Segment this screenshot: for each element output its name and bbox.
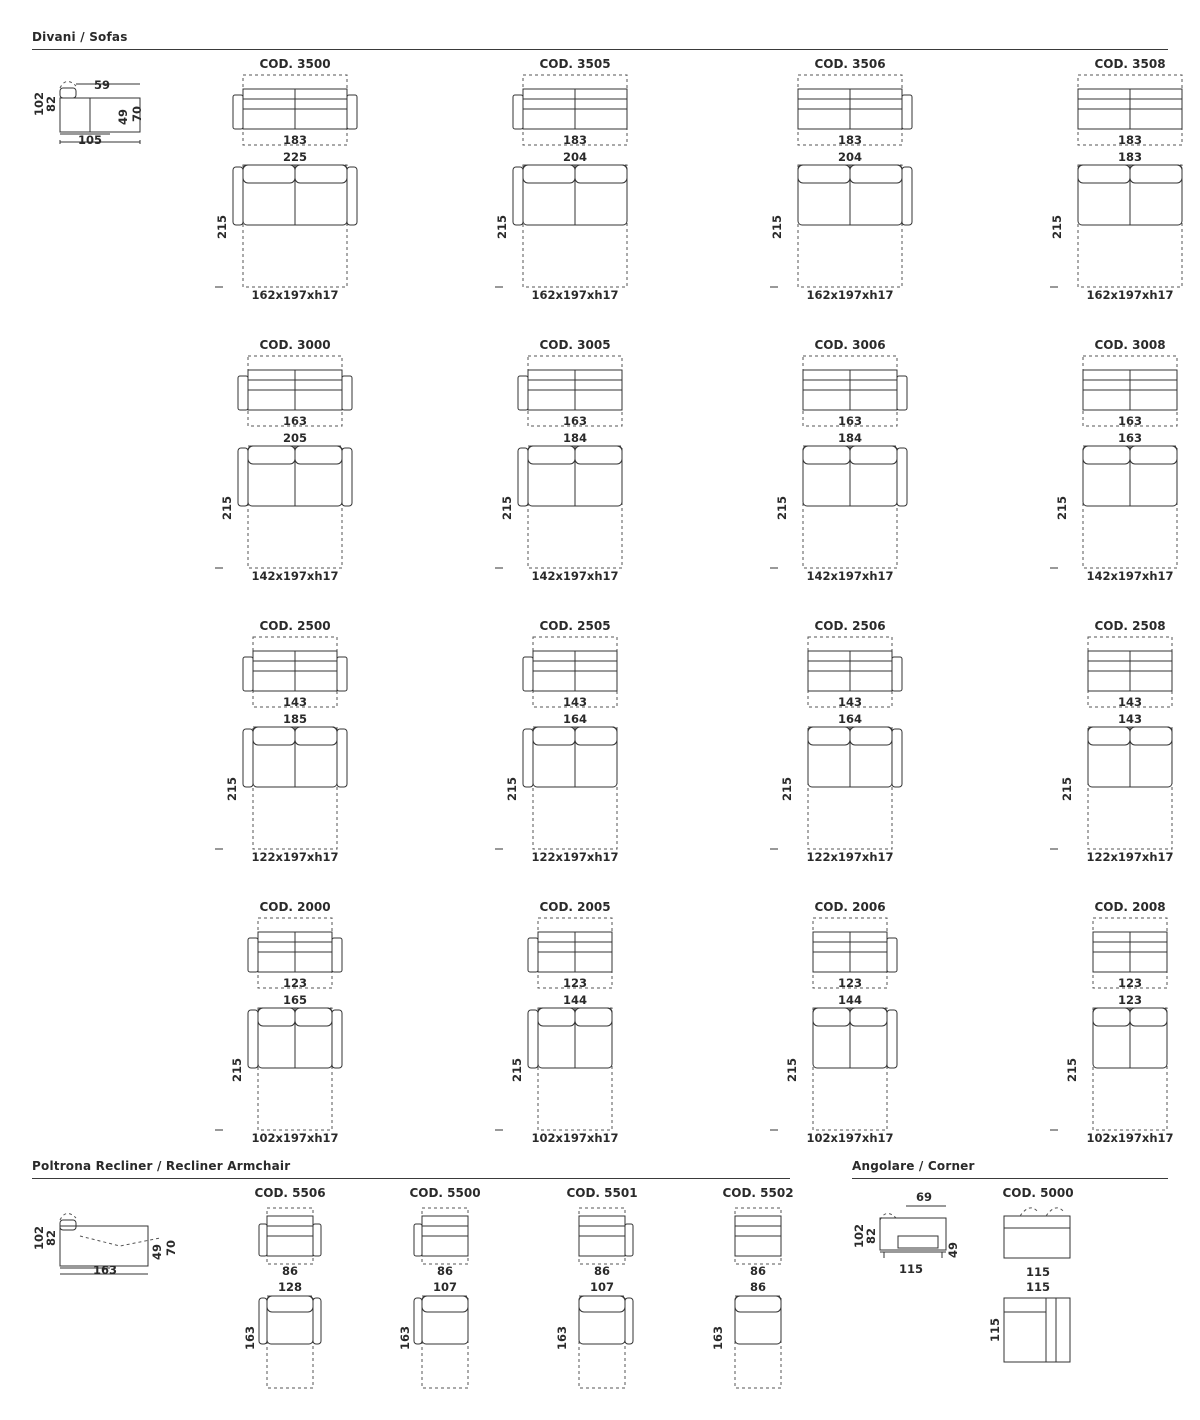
sofa-width: 184 [562,431,587,445]
recliner-item [240,1186,326,1391]
sofa-item [1050,619,1200,864]
sofa-side-depth: 105 [77,133,102,147]
section-rule-recliner [32,1178,790,1179]
section-rule-sofas [32,49,1168,50]
sofa-item [1050,338,1200,583]
sofa-depth: 215 [220,495,234,520]
sofa-plan-drawing [215,900,375,1145]
section-title-sofas: Divani / Sofas [32,30,128,44]
sofa-depth: 215 [1050,214,1064,239]
sofa-code: COD. 3005 [539,338,611,352]
sofa-code: COD. 2008 [1094,900,1166,914]
sofa-depth: 215 [785,1057,799,1082]
sofa-width-top: 143 [562,695,587,709]
sofa-plan-drawing [1050,619,1200,864]
sofa-depth: 215 [510,1057,524,1082]
sofa-width-top: 123 [282,976,307,990]
sofa-item [495,619,655,864]
sofa-bed-size: 102x197xh17 [1086,1131,1174,1145]
sofa-depth: 215 [230,1057,244,1082]
sofa-side-arm-height: 70 [130,105,144,122]
sofa-code: COD. 2508 [1094,619,1166,633]
sofa-code: COD. 3008 [1094,338,1166,352]
sofa-plan-drawing [1050,338,1200,583]
sofa-depth: 215 [505,776,519,801]
sofa-code: COD. 3500 [259,57,331,71]
sofa-width-top: 163 [282,414,307,428]
recliner-depth: 163 [398,1325,412,1350]
sofa-width: 185 [282,712,307,726]
sofa-item [770,619,930,864]
sofa-width: 165 [282,993,307,1007]
sofa-bed-size: 162x197xh17 [806,288,894,302]
sofa-width-top: 123 [1117,976,1142,990]
sofa-depth: 215 [1065,1057,1079,1082]
sofa-depth: 215 [495,214,509,239]
sofa-plan-drawing [770,619,930,864]
sofa-item [215,900,375,1145]
sofa-side-height-back: 82 [44,95,58,112]
sofa-plan-drawing [770,338,930,583]
sofa-plan-drawing [495,619,655,864]
sofa-code: COD. 3508 [1094,57,1166,71]
corner-side-height-total: 102 [852,1223,866,1248]
sofa-depth: 215 [500,495,514,520]
sofa-depth: 215 [780,776,794,801]
sofa-width: 123 [1117,993,1142,1007]
sofa-item [495,900,655,1145]
sofa-width-top: 163 [837,414,862,428]
sofa-bed-size: 122x197xh17 [806,850,894,864]
corner-side-height-back: 82 [864,1227,878,1244]
sofa-item [770,57,930,302]
sofa-code: COD. 2505 [539,619,611,633]
sofa-side-seat-height: 49 [116,108,130,125]
recliner-code: COD. 5501 [566,1186,638,1200]
corner-item [988,1186,1080,1366]
recliner-width-top: 86 [281,1264,298,1278]
section-title-recliner: Poltrona Recliner / Recliner Armchair [32,1159,291,1173]
sofa-width: 143 [1117,712,1142,726]
sofa-depth: 215 [770,214,784,239]
sofa-bed-size: 142x197xh17 [251,569,339,583]
sofa-code: COD. 2000 [259,900,331,914]
corner-side-depth: 115 [898,1262,923,1276]
recliner-side-seat-height: 49 [150,1243,164,1260]
recliner-width-top: 86 [436,1264,453,1278]
sofa-bed-size: 102x197xh17 [806,1131,894,1145]
sofa-side-top-width: 59 [93,78,110,92]
sofa-width-top: 123 [562,976,587,990]
sofa-width-top: 183 [1117,133,1142,147]
sofa-width-top: 183 [837,133,862,147]
recliner-code: COD. 5506 [254,1186,326,1200]
sofa-depth: 215 [775,495,789,520]
recliner-depth: 163 [555,1325,569,1350]
recliner-code: COD. 5500 [409,1186,481,1200]
sofa-item [770,900,930,1145]
sofa-depth: 215 [1060,776,1074,801]
sofa-width: 163 [1117,431,1142,445]
recliner-side-view [30,1206,180,1286]
recliner-width-top: 86 [593,1264,610,1278]
sofa-item [495,57,655,302]
sofa-item [215,57,375,302]
sofa-code: COD. 3006 [814,338,886,352]
corner-side-top-width: 69 [915,1190,932,1204]
sofa-depth: 215 [1055,495,1069,520]
sofa-bed-size: 122x197xh17 [1086,850,1174,864]
sofa-bed-size: 162x197xh17 [1086,288,1174,302]
sofa-code: COD. 2506 [814,619,886,633]
sofa-code: COD. 3506 [814,57,886,71]
corner-code: COD. 5000 [1002,1186,1074,1200]
sofa-plan-drawing [215,57,375,302]
sofa-width-top: 183 [562,133,587,147]
sofa-bed-size: 122x197xh17 [251,850,339,864]
sofa-width: 205 [282,431,307,445]
sofa-width: 164 [837,712,862,726]
sofa-width-top: 143 [837,695,862,709]
sofa-side-height-total: 102 [32,91,46,116]
section-title-corner: Angolare / Corner [852,1159,975,1173]
recliner-code: COD. 5502 [722,1186,794,1200]
sofa-bed-size: 142x197xh17 [806,569,894,583]
sofa-item [1050,900,1200,1145]
sofa-width-top: 143 [282,695,307,709]
sofa-bed-size: 162x197xh17 [531,288,619,302]
sofa-bed-size: 142x197xh17 [1086,569,1174,583]
sofa-plan-drawing [770,900,930,1145]
sofa-bed-size: 102x197xh17 [251,1131,339,1145]
sofa-width-top: 143 [1117,695,1142,709]
sofa-width-top: 183 [282,133,307,147]
recliner-depth: 163 [711,1325,725,1350]
sofa-bed-size: 102x197xh17 [531,1131,619,1145]
sofa-item [1050,57,1200,302]
sofa-item [215,619,375,864]
corner-width-top: 115 [1025,1265,1050,1279]
recliner-side-depth: 163 [92,1263,117,1277]
sofa-item [495,338,655,583]
sofa-item [770,338,930,583]
recliner-width: 128 [277,1280,302,1294]
sofa-width: 164 [562,712,587,726]
sofa-depth: 215 [215,214,229,239]
sofa-bed-size: 162x197xh17 [251,288,339,302]
recliner-width-top: 86 [749,1264,766,1278]
sofa-plan-drawing [495,57,655,302]
recliner-side-height-back: 82 [44,1229,58,1246]
sofa-width-top: 163 [562,414,587,428]
sofa-plan-drawing [1050,900,1200,1145]
sofa-width-top: 123 [837,976,862,990]
recliner-width: 107 [432,1280,457,1294]
sofa-bed-size: 142x197xh17 [531,569,619,583]
sofa-plan-drawing [215,619,375,864]
sofa-width-top: 163 [1117,414,1142,428]
corner-side-view [850,1188,970,1278]
sofa-side-view [30,70,160,150]
recliner-width: 86 [749,1280,766,1294]
sofa-code: COD. 2500 [259,619,331,633]
sofa-code: COD. 2005 [539,900,611,914]
sofa-code: COD. 2006 [814,900,886,914]
sofa-plan-drawing [770,57,930,302]
recliner-item [395,1186,481,1391]
corner-depth: 115 [988,1317,1002,1342]
sofa-code: COD. 3000 [259,338,331,352]
recliner-side-height-total: 102 [32,1225,46,1250]
sofa-bed-size: 122x197xh17 [531,850,619,864]
sofa-plan-drawing [1050,57,1200,302]
corner-width: 115 [1025,1280,1050,1294]
sofa-width: 204 [562,150,587,164]
sofa-width: 204 [837,150,862,164]
sofa-width: 144 [837,993,862,1007]
sofa-plan-drawing [495,900,655,1145]
sofa-code: COD. 3505 [539,57,611,71]
sofa-item [215,338,375,583]
sofa-width: 225 [282,150,307,164]
sofa-plan-drawing [495,338,655,583]
sofa-plan-drawing [215,338,375,583]
sofa-depth: 215 [225,776,239,801]
corner-side-seat-height: 49 [946,1241,960,1258]
sofa-width: 144 [562,993,587,1007]
recliner-depth: 163 [243,1325,257,1350]
section-rule-corner [852,1178,1168,1179]
sofa-width: 183 [1117,150,1142,164]
recliner-width: 107 [589,1280,614,1294]
sofa-width: 184 [837,431,862,445]
recliner-item [708,1186,794,1391]
recliner-item [552,1186,638,1391]
recliner-side-arm-height: 70 [164,1239,178,1256]
